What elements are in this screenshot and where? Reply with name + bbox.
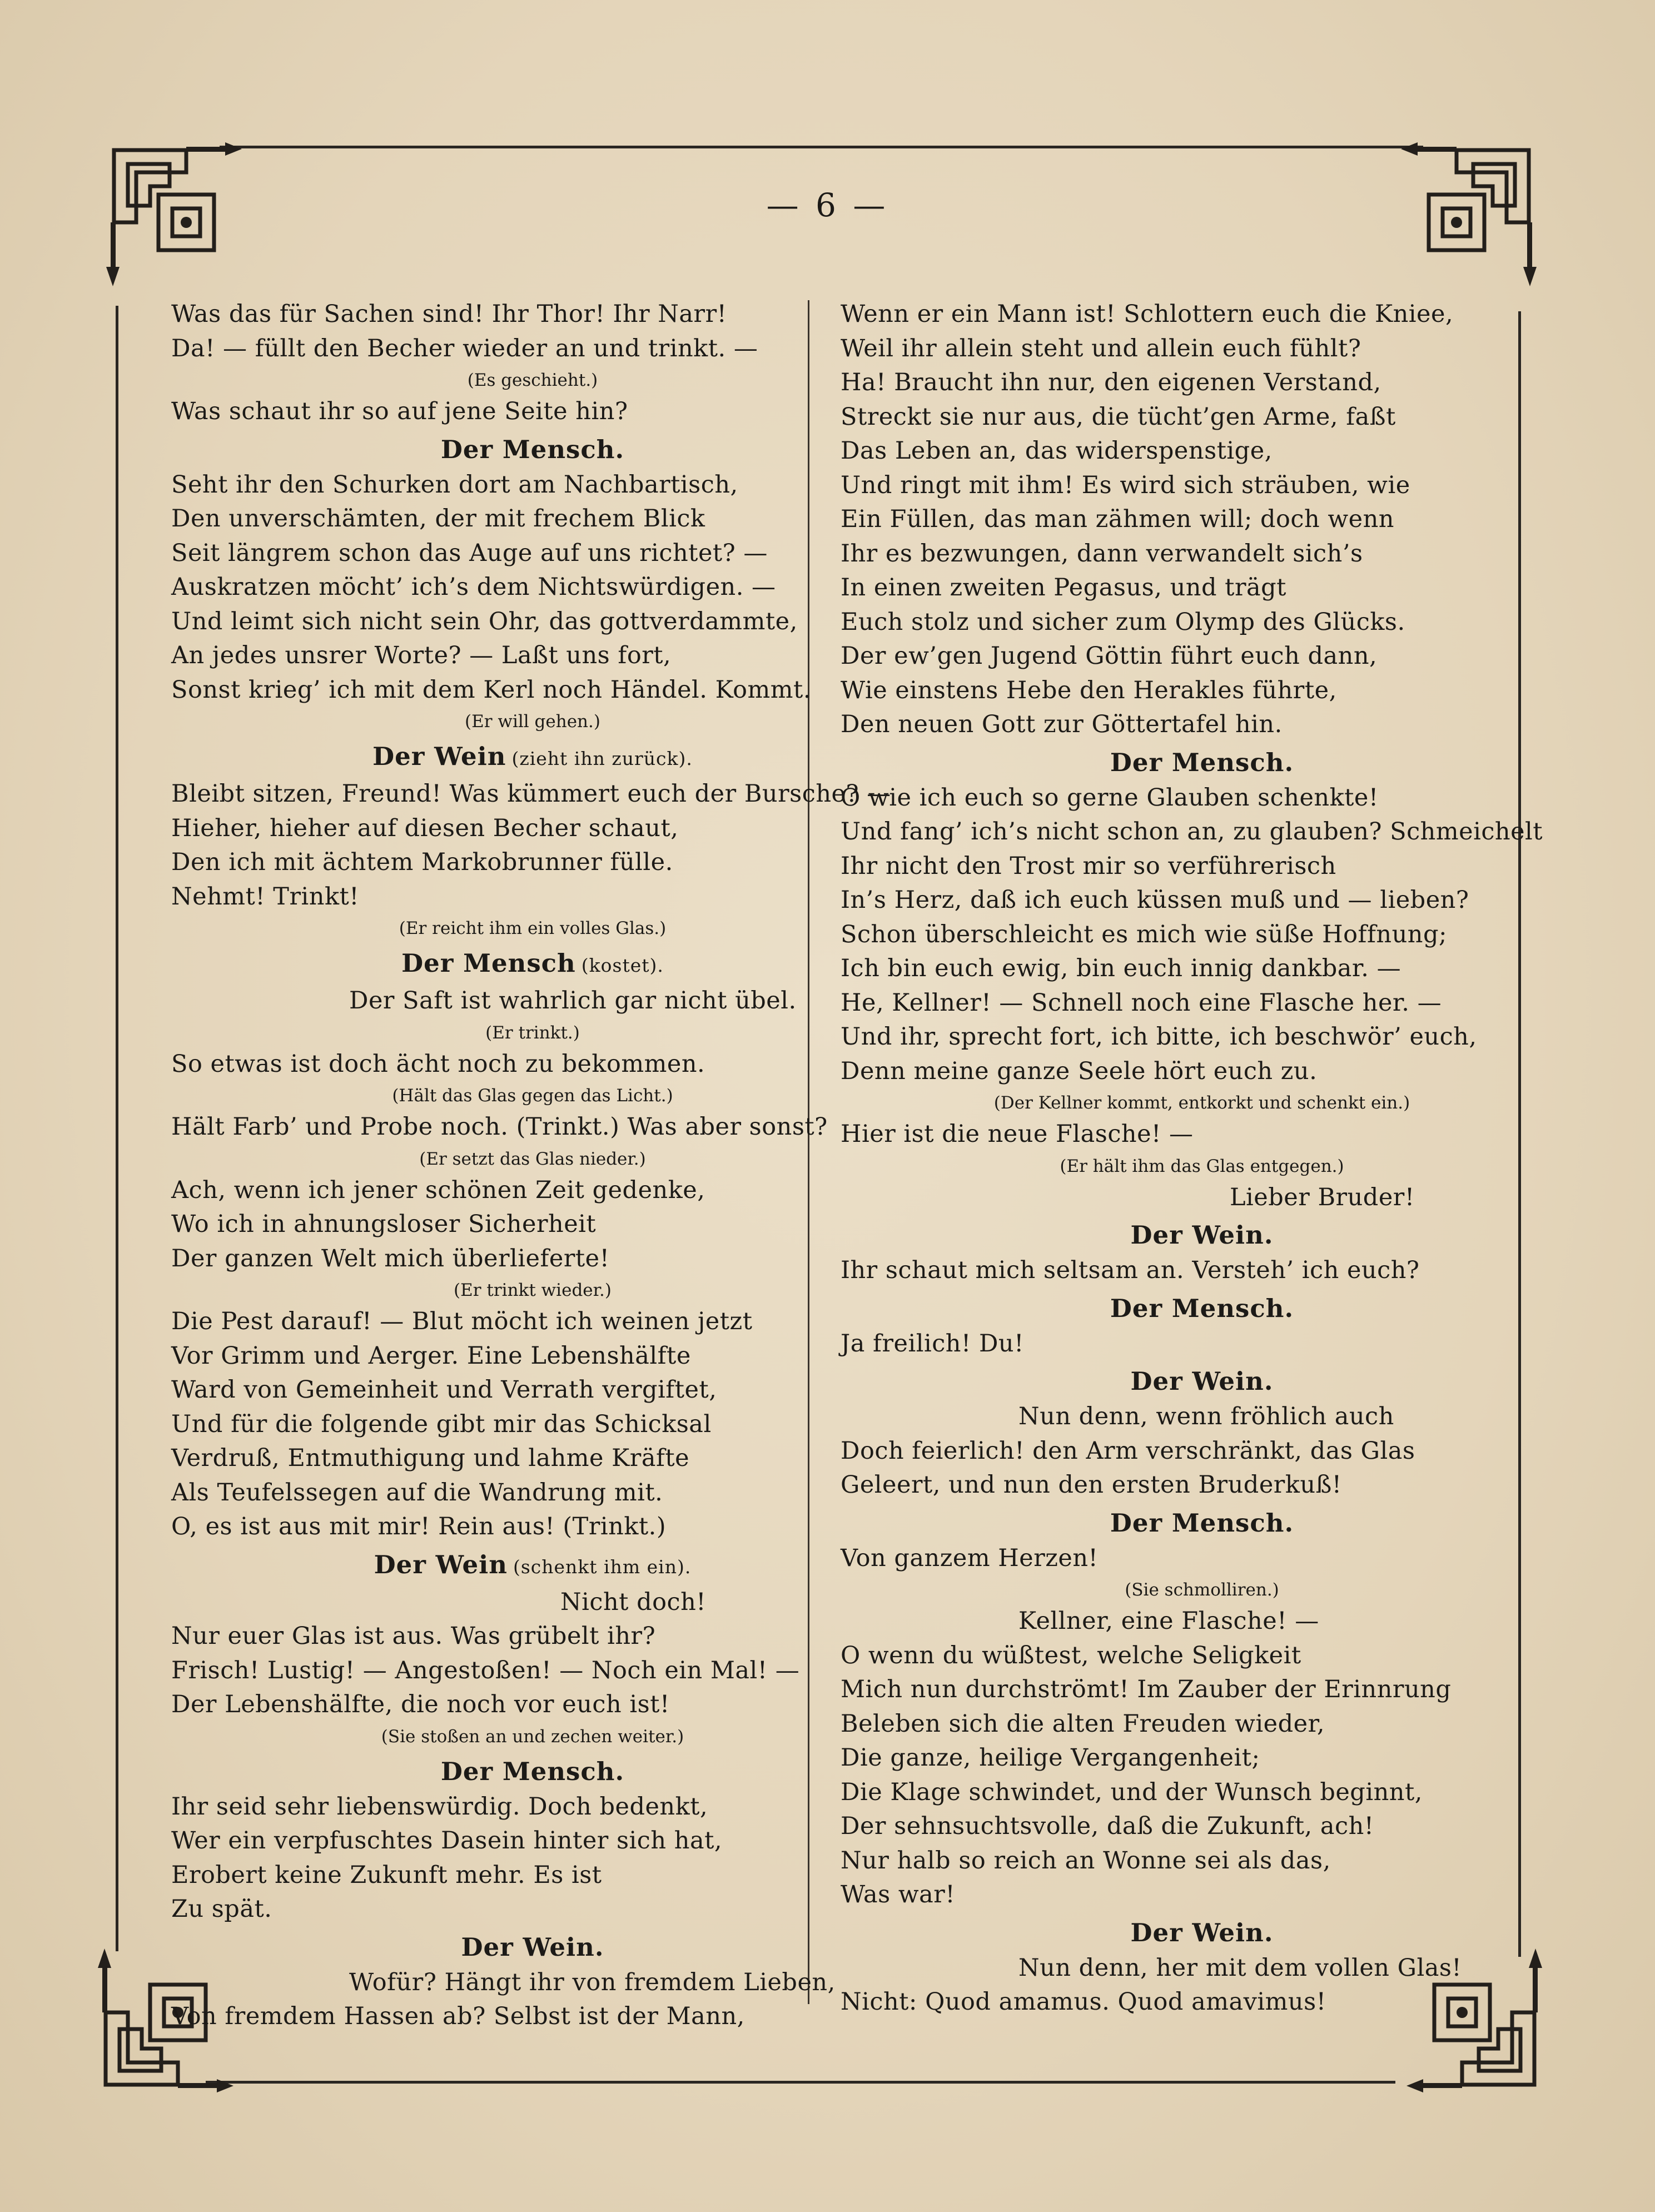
stage-direction: (Er trinkt wieder.) bbox=[454, 1280, 612, 1300]
left-column bbox=[171, 297, 894, 2034]
verse-line: Das Leben an, das widerspenstige, bbox=[841, 437, 1273, 465]
verse-line: Geleert, und nun den ersten Bruderkuß! bbox=[841, 1471, 1342, 1499]
speaker-heading bbox=[171, 1547, 894, 1585]
stage-direction: (Hält das Glas gegen das Licht.) bbox=[392, 1086, 673, 1106]
verse-line: Ihr nicht den Trost mir so verführerisch bbox=[841, 852, 1336, 880]
verse-line: An jedes unsrer Worte? — Laßt uns fort, bbox=[171, 642, 672, 669]
verse-line: Die Pest darauf! — Blut möcht ich weinen jetzt bbox=[171, 1308, 753, 1335]
verse-line: Was schaut ihr so auf jene Seite hin? bbox=[171, 397, 628, 425]
speaker-heading bbox=[171, 431, 894, 468]
speaker-heading bbox=[171, 1753, 894, 1790]
verse-line: Da! — füllt den Becher wieder an und trinkt. — bbox=[171, 334, 758, 362]
verse-line: Und ringt mit ihm! Es wird sich sträuben, wie bbox=[841, 471, 1410, 499]
speaker-heading bbox=[841, 744, 1563, 781]
verse-line: Sonst krieg’ ich mit dem Kerl noch Händel. Kommt. bbox=[171, 675, 811, 704]
verse-line: Euch stolz und sicher zum Olymp des Glücks. bbox=[841, 608, 1405, 636]
verse-line: Seht ihr den Schurken dort am Nachbartisch, bbox=[171, 470, 738, 499]
verse-line: Auskratzen möcht’ ich’s dem Nichtswürdigen. — bbox=[171, 573, 776, 601]
verse-line: Was war! bbox=[841, 1881, 956, 1908]
verse-line: So etwas ist doch ächt noch zu bekommen. bbox=[171, 1050, 705, 1078]
verse-line: Wofür? Hängt ihr von fremdem Lieben, bbox=[349, 1968, 836, 1996]
verse-line: Den neuen Gott zur Göttertafel hin. bbox=[841, 710, 1283, 738]
verse-line: Hieher, hieher auf diesen Becher schaut, bbox=[171, 814, 679, 842]
speaker-name: Der Mensch bbox=[401, 948, 576, 978]
verse-line: Ha! Braucht ihn nur, den eigenen Verstand, bbox=[841, 369, 1381, 396]
frame-border-bottom bbox=[206, 2081, 1395, 2084]
verse-line: Denn meine ganze Seele hört euch zu. bbox=[841, 1057, 1318, 1085]
speaker-name: Der Wein. bbox=[1130, 1220, 1274, 1250]
verse-line: Doch feierlich! den Arm verschränkt, das Glas bbox=[841, 1436, 1415, 1465]
speaker-heading bbox=[171, 945, 894, 984]
verse-line: Ein Füllen, das man zähmen will; doch wenn bbox=[841, 505, 1394, 533]
verse-line: Ich bin euch ewig, bin euch innig dankbar. — bbox=[841, 955, 1401, 982]
verse-line: Nun denn, her mit dem vollen Glas! bbox=[1018, 1953, 1462, 1982]
frame-border-top bbox=[220, 146, 1423, 148]
verse-line: Nicht: Quod amamus. Quod amavimus! bbox=[841, 1988, 1326, 2016]
speaker-name: Der Wein bbox=[374, 1549, 508, 1579]
verse-line: Den unverschämten, der mit frechem Blick bbox=[171, 505, 705, 533]
verse-line: Vor Grimm und Aerger. Eine Lebenshälfte bbox=[171, 1341, 691, 1370]
speaker-stage-direction: (kostet). bbox=[581, 955, 664, 976]
verse-line: Lieber Bruder! bbox=[1230, 1183, 1415, 1211]
verse-line: Die ganze, heilige Vergangenheit; bbox=[841, 1744, 1260, 1772]
stage-direction: (Sie schmolliren.) bbox=[1125, 1580, 1279, 1600]
speaker-heading bbox=[841, 1290, 1563, 1327]
verse-line: Seit längrem schon das Auge auf uns richtet? — bbox=[171, 539, 768, 567]
speaker-heading bbox=[841, 1505, 1563, 1542]
right-column bbox=[841, 297, 1563, 2020]
verse-line: Ach, wenn ich jener schönen Zeit gedenke, bbox=[171, 1176, 705, 1204]
speaker-name: Der Mensch. bbox=[440, 1756, 625, 1786]
stage-direction: (Er will gehen.) bbox=[465, 712, 600, 732]
speaker-stage-direction: (schenkt ihm ein). bbox=[513, 1555, 692, 1578]
frame-border-left bbox=[116, 306, 118, 1951]
verse-line: Der ew’gen Jugend Göttin führt euch dann, bbox=[841, 642, 1378, 670]
verse-line: Zu spät. bbox=[171, 1895, 272, 1923]
stage-direction: (Sie stoßen an und zechen weiter.) bbox=[381, 1726, 684, 1747]
speaker-name: Der Wein. bbox=[1130, 1366, 1274, 1396]
verse-line: Wenn er ein Mann ist! Schlottern euch die Kniee, bbox=[841, 300, 1454, 328]
speaker-heading bbox=[171, 1929, 894, 1966]
speaker-stage-direction: (zieht ihn zurück). bbox=[511, 748, 693, 769]
verse-line: Und leimt sich nicht sein Ohr, das gottverdammte, bbox=[171, 607, 798, 635]
verse-line: Wo ich in ahnungsloser Sicherheit bbox=[171, 1210, 597, 1238]
stage-direction: (Er trinkt.) bbox=[485, 1022, 580, 1043]
verse-line: Und ihr, sprecht fort, ich bitte, ich beschwör’ euch, bbox=[841, 1023, 1477, 1051]
verse-line: Von ganzem Herzen! bbox=[841, 1544, 1099, 1572]
verse-line: Was das für Sachen sind! Ihr Thor! Ihr Narr! bbox=[171, 300, 727, 328]
verse-line: Streckt sie nur aus, die tücht’gen Arme, faßt bbox=[841, 402, 1396, 431]
verse-line: Der Lebenshälfte, die noch vor euch ist! bbox=[171, 1691, 670, 1718]
verse-line: Schon überschleicht es mich wie süße Hoffnung; bbox=[841, 920, 1447, 948]
verse-line: Ihr es bezwungen, dann verwandelt sich’s bbox=[841, 539, 1363, 568]
speaker-name: Der Mensch. bbox=[1110, 1508, 1294, 1538]
verse-line: Bleibt sitzen, Freund! Was kümmert euch der Bursche? — bbox=[171, 780, 891, 808]
verse-line: Mich nun durchströmt! Im Zauber der Erinnrung bbox=[841, 1676, 1452, 1703]
verse-line: Von fremdem Hassen ab? Selbst ist der Mann, bbox=[171, 2002, 745, 2030]
speaker-heading bbox=[171, 738, 894, 777]
verse-line: Den ich mit ächtem Markobrunner fülle. bbox=[171, 848, 673, 876]
stage-direction: (Er hält ihm das Glas entgegen.) bbox=[1060, 1156, 1344, 1176]
verse-line: Als Teufelssegen auf die Wandrung mit. bbox=[171, 1478, 663, 1507]
verse-line: Der sehnsuchtsvolle, daß die Zukunft, ach! bbox=[841, 1812, 1374, 1840]
verse-line: In einen zweiten Pegasus, und trägt bbox=[841, 574, 1286, 602]
verse-line: Hält Farb’ und Probe noch. (Trinkt.) Was aber sonst? bbox=[171, 1113, 828, 1141]
verse-line: Ja freilich! Du! bbox=[841, 1329, 1024, 1358]
verse-line: O wenn du wüßtest, welche Seligkeit bbox=[841, 1641, 1301, 1669]
verse-line: Der ganzen Welt mich überlieferte! bbox=[171, 1244, 610, 1272]
verse-line: O wie ich euch so gerne Glauben schenkte! bbox=[841, 783, 1379, 812]
verse-line: Nun denn, wenn fröhlich auch bbox=[1018, 1403, 1394, 1430]
verse-line: Und fang’ ich’s nicht schon an, zu glauben? Schmeichelt bbox=[841, 818, 1543, 846]
speaker-name: Der Mensch. bbox=[1110, 747, 1294, 777]
speaker-name: Der Wein. bbox=[461, 1932, 604, 1962]
verse-line: Wie einstens Hebe den Herakles führte, bbox=[841, 676, 1337, 704]
stage-direction: (Er reicht ihm ein volles Glas.) bbox=[399, 918, 667, 938]
speaker-name: Der Mensch. bbox=[1110, 1293, 1294, 1323]
verse-line: Die Klage schwindet, und der Wunsch beginnt, bbox=[841, 1778, 1423, 1806]
verse-line: Und für die folgende gibt mir das Schicksal bbox=[171, 1410, 712, 1438]
verse-line: He, Kellner! — Schnell noch eine Flasche her. — bbox=[841, 988, 1442, 1017]
speaker-name: Der Wein. bbox=[1130, 1917, 1274, 1947]
verse-line: Nicht doch! bbox=[560, 1588, 707, 1616]
verse-line: Weil ihr allein steht und allein euch fühlt? bbox=[841, 334, 1361, 362]
verse-line: Der Saft ist wahrlich gar nicht übel. bbox=[349, 987, 797, 1015]
verse-line: Ihr seid sehr liebenswürdig. Doch bedenkt, bbox=[171, 1792, 708, 1821]
verse-line: Frisch! Lustig! — Angestoßen! — Noch ein Mal! — bbox=[171, 1656, 800, 1684]
verse-line: Nur euer Glas ist aus. Was grübelt ihr? bbox=[171, 1622, 656, 1650]
speaker-name: Der Mensch. bbox=[440, 434, 625, 464]
verse-line: Nur halb so reich an Wonne sei als das, bbox=[841, 1846, 1331, 1875]
verse-line: Verdruß, Entmuthigung und lahme Kräfte bbox=[171, 1444, 690, 1472]
speaker-heading bbox=[841, 1915, 1563, 1951]
verse-line: Hier ist die neue Flasche! — bbox=[841, 1120, 1194, 1148]
speaker-name: Der Wein bbox=[372, 742, 506, 771]
verse-line: Wer ein verpfuschtes Dasein hinter sich hat, bbox=[171, 1827, 723, 1855]
verse-line: In’s Herz, daß ich euch küssen muß und — lieben? bbox=[841, 886, 1469, 914]
verse-line: Kellner, eine Flasche! — bbox=[1018, 1607, 1319, 1635]
verse-line: Ward von Gemeinheit und Verrath vergiftet, bbox=[171, 1376, 717, 1404]
verse-line: O, es ist aus mit mir! Rein aus! (Trinkt.) bbox=[171, 1513, 667, 1540]
verse-line: Beleben sich die alten Freuden wieder, bbox=[841, 1709, 1325, 1738]
speaker-heading bbox=[841, 1217, 1563, 1254]
speaker-heading bbox=[841, 1363, 1563, 1400]
stage-direction: (Es geschieht.) bbox=[467, 370, 598, 390]
verse-line: Nehmt! Trinkt! bbox=[171, 882, 360, 911]
page-number: — 6 — bbox=[766, 186, 889, 224]
stage-direction: (Er setzt das Glas nieder.) bbox=[419, 1149, 646, 1169]
stage-direction: (Der Kellner kommt, entkorkt und schenkt ein.) bbox=[993, 1093, 1410, 1113]
verse-line: Erobert keine Zukunft mehr. Es ist bbox=[171, 1861, 602, 1889]
verse-line: Ihr schaut mich seltsam an. Versteh’ ich euch? bbox=[841, 1256, 1420, 1284]
